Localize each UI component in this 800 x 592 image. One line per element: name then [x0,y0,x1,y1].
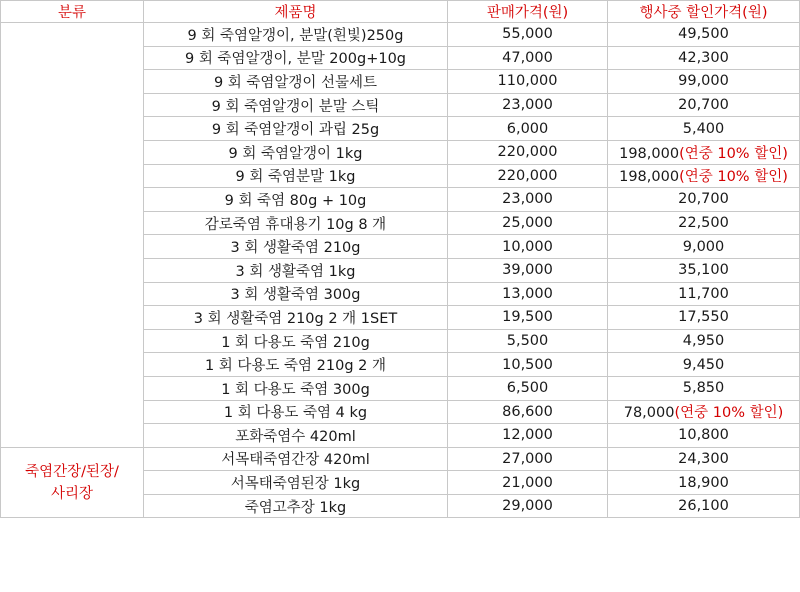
price-cell: 10,500 [448,353,608,377]
sale-price-cell [608,70,800,94]
product-name-cell: 서목태죽염간장 420ml [144,447,448,471]
sale-price-value: 20,700 [678,191,729,208]
price-cell: 6,000 [448,117,608,141]
sale-price-cell [608,93,800,117]
product-name-cell: 3 회 생활죽염 300g [144,282,448,306]
sale-price-value: 49,500 [678,26,729,43]
sale-price-cell [608,282,800,306]
price-cell: 6,500 [448,376,608,400]
header-sale-price: 행사중 할인가격(원) [608,1,800,23]
price-cell: 23,000 [448,188,608,212]
price-cell: 5,500 [448,329,608,353]
table-row [1,447,800,471]
table-body [1,23,800,518]
product-name-cell: 9 회 죽염분말 1kg [144,164,448,188]
sale-price-value: 10,800 [678,427,729,444]
sale-price-value: 42,300 [678,49,729,66]
sale-price-value: 18,900 [678,474,729,491]
product-name-cell: 9 회 죽염알갱이 1kg [144,140,448,164]
price-cell: 47,000 [448,46,608,70]
sale-price-value: 9,450 [682,356,725,373]
table-row [1,23,800,47]
sale-price-value: 198,000 [619,145,680,162]
discount-note: (연중 10% 할인) [679,169,788,186]
category-cell: 죽염간장/된장/ 사리장 [1,447,144,518]
category-cell [1,23,144,448]
sale-price-value: 35,100 [678,262,729,279]
sale-price-cell [608,400,800,424]
sale-price-value: 198,000 [619,169,680,186]
sale-price-cell [608,46,800,70]
price-cell: 13,000 [448,282,608,306]
product-name-cell: 1 회 다용도 죽염 4 kg [144,400,448,424]
product-name-cell: 서목태죽염된장 1kg [144,471,448,495]
sale-price-cell [608,471,800,495]
price-cell: 19,500 [448,306,608,330]
sale-price-cell [608,329,800,353]
sale-price-cell [608,211,800,235]
product-name-cell: 9 회 죽염알갱이 분말 스틱 [144,93,448,117]
price-cell: 21,000 [448,471,608,495]
sale-price-cell [608,235,800,259]
sale-price-cell [608,258,800,282]
product-name-cell: 9 회 죽염알갱이, 분말(흰빛)250g [144,23,448,47]
product-name-cell: 1 회 다용도 죽염 210g 2 개 [144,353,448,377]
discount-note: (연중 10% 할인) [674,405,784,422]
sale-price-value: 20,700 [678,97,729,114]
price-cell: 86,600 [448,400,608,424]
price-cell: 27,000 [448,447,608,471]
product-name-cell: 1 회 다용도 죽염 210g [144,329,448,353]
sale-price-value: 24,300 [678,450,729,467]
price-cell: 220,000 [448,140,608,164]
price-cell: 39,000 [448,258,608,282]
price-cell: 29,000 [448,494,608,518]
sale-price-value: 26,100 [678,498,729,515]
product-name-cell: 9 회 죽염알갱이 과립 25g [144,117,448,141]
sale-price-cell [608,376,800,400]
sale-price-cell [608,140,800,164]
sale-price-value: 99,000 [678,73,729,90]
sale-price-cell [608,164,800,188]
sale-price-cell [608,23,800,47]
sale-price-cell [608,424,800,448]
sale-price-value: 22,500 [678,215,729,232]
sale-price-value: 4,950 [682,333,725,350]
sale-price-cell [608,117,800,141]
sale-price-value: 78,000 [623,405,675,422]
sale-price-cell [608,494,800,518]
sale-price-value: 17,550 [678,309,729,326]
product-name-cell: 9 회 죽염알갱이, 분말 200g+10g [144,46,448,70]
price-cell: 55,000 [448,23,608,47]
product-name-cell: 감로죽염 휴대용기 10g 8 개 [144,211,448,235]
header-product-name: 제품명 [144,1,448,23]
price-cell: 10,000 [448,235,608,259]
product-name-cell: 9 회 죽염 80g + 10g [144,188,448,212]
product-name-cell: 3 회 생활죽염 210g 2 개 1SET [144,306,448,330]
product-name-cell: 포화죽염수 420ml [144,424,448,448]
sale-price-cell [608,447,800,471]
sale-price-value: 11,700 [678,285,729,302]
header-row [1,1,800,23]
header-category: 분류 [1,1,144,23]
price-cell: 12,000 [448,424,608,448]
sale-price-value: 9,000 [682,238,725,255]
sale-price-cell [608,353,800,377]
price-cell: 25,000 [448,211,608,235]
product-name-cell: 9 회 죽염알갱이 선물세트 [144,70,448,94]
product-name-cell: 3 회 생활죽염 210g [144,235,448,259]
price-cell: 23,000 [448,93,608,117]
product-name-cell: 3 회 생활죽염 1kg [144,258,448,282]
header-price: 판매가격(원) [448,1,608,23]
product-name-cell: 1 회 다용도 죽염 300g [144,376,448,400]
price-cell: 110,000 [448,70,608,94]
sale-price-cell [608,188,800,212]
sale-price-value: 5,400 [682,120,725,137]
sale-price-value: 5,850 [682,380,725,397]
discount-note: (연중 10% 할인) [679,145,788,162]
sale-price-cell [608,306,800,330]
price-cell: 220,000 [448,164,608,188]
product-name-cell: 죽염고추장 1kg [144,494,448,518]
